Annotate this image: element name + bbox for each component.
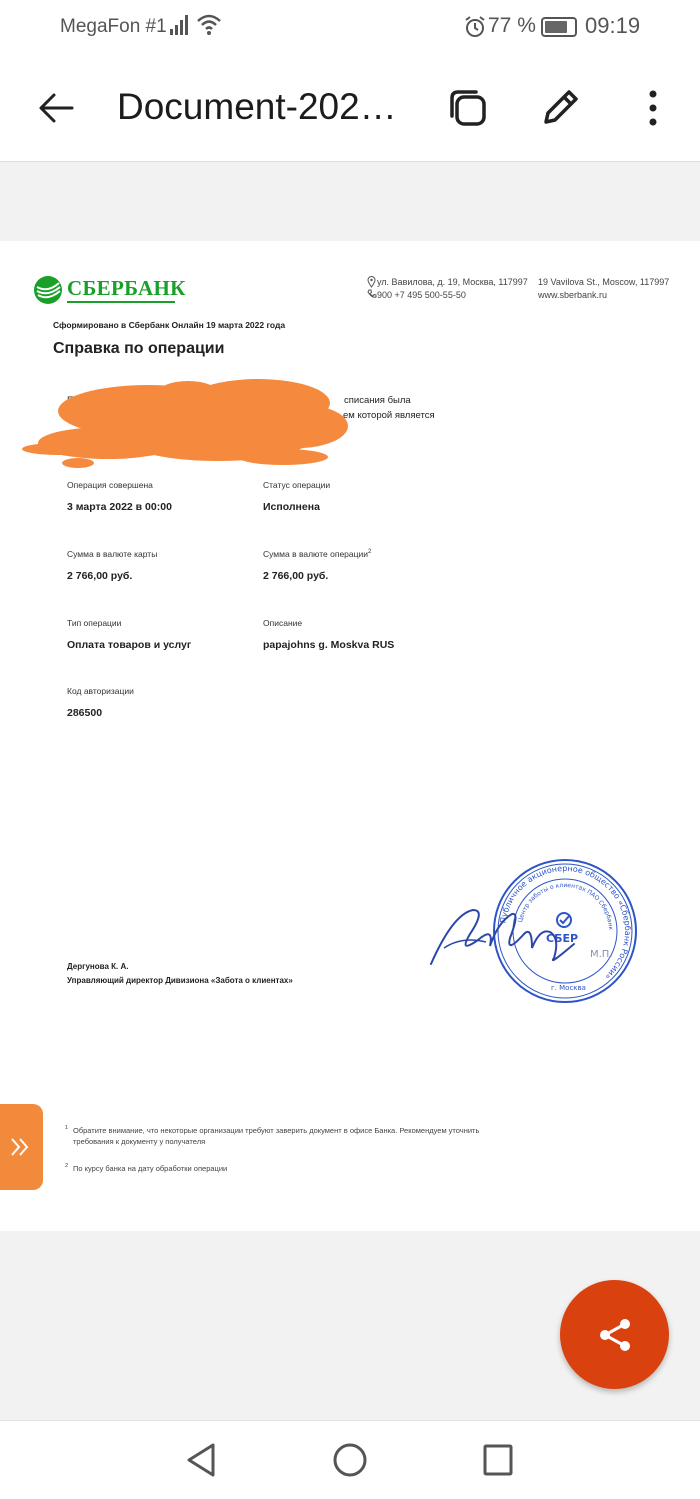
back-arrow-icon[interactable] xyxy=(36,88,76,128)
footnote-1-text: Обратите внимание, что некоторые организации требуют заверить документ в офисе Банка. Рекомендуем уточнить требования к документу у получателя xyxy=(73,1126,480,1146)
nav-recents-icon[interactable] xyxy=(482,1441,514,1479)
double-chevron-right-icon xyxy=(9,1135,33,1159)
wifi-icon xyxy=(196,13,222,37)
svg-text:М.П.: М.П. xyxy=(590,949,613,960)
signer-title: Управляющий директор Дивизиона «Забота о клиентах» xyxy=(67,976,293,985)
op-date-label: Операция совершена xyxy=(67,480,153,490)
stamp-city: г. Москва xyxy=(551,984,586,992)
status-bar xyxy=(0,0,700,56)
intro-text-line1: списания была xyxy=(344,395,411,406)
status-value: Исполнена xyxy=(263,501,320,513)
description-value: papajohns g. Moskva RUS xyxy=(263,639,395,651)
status-label: Статус операции xyxy=(263,480,331,490)
op-amount-label xyxy=(263,549,371,559)
system-nav-bar xyxy=(0,1420,700,1499)
alarm-icon xyxy=(463,15,487,39)
footnote-1 xyxy=(65,1125,493,1147)
op-date-value: 3 марта 2022 в 00:00 xyxy=(67,501,172,513)
website: www.sberbank.ru xyxy=(538,290,608,300)
copy-icon[interactable] xyxy=(446,86,490,130)
more-vert-icon[interactable] xyxy=(640,86,666,130)
stamp-inner-text: Центр заботы о клиентах ПАО Сбербанк xyxy=(516,881,615,931)
stamp-ring-text: Публичное акционерное общество «Сбербанк России» xyxy=(498,863,633,982)
signer-name: Дергунова К. А. xyxy=(67,962,129,971)
stamp-center-text: СБЕР xyxy=(546,932,579,945)
phone-icon xyxy=(367,289,377,299)
document-title: Document-202… xyxy=(117,86,397,127)
clock: 09:19 xyxy=(585,13,641,38)
generated-note: Сформировано в Сбербанк Онлайн 19 марта 2022 года xyxy=(53,320,286,330)
app-bar xyxy=(0,56,700,162)
card-amount-value: 2 766,00 руб. xyxy=(67,570,133,582)
signal-icon xyxy=(168,14,190,36)
op-amount-value: 2 766,00 руб. xyxy=(263,570,329,582)
auth-code-value: 286500 xyxy=(67,707,103,719)
carrier-name: MegaFon #1 xyxy=(60,16,167,37)
address-ru: ул. Вавилова, д. 19, Москва, 117997 xyxy=(377,277,528,287)
auth-code-label: Код авторизации xyxy=(67,686,134,696)
share-icon xyxy=(596,1316,634,1354)
phone-number: 900 +7 495 500-55-50 xyxy=(377,290,466,300)
type-label: Тип операции xyxy=(67,618,122,628)
op-amount-label-text: Сумма в валюте операции xyxy=(263,549,369,559)
card-amount-label: Сумма в валюте карты xyxy=(67,549,158,559)
footnote-1-number: 1 xyxy=(65,1125,69,1131)
logo-text: СБЕРБАНК xyxy=(67,276,186,300)
signature-scribble xyxy=(428,896,578,971)
document-page xyxy=(0,241,700,1231)
battery-level xyxy=(545,21,567,33)
footnote-ref-2: 2 xyxy=(368,549,372,556)
edit-pencil-icon[interactable] xyxy=(538,84,584,130)
footnote-2-text: По курсу банка на дату обработки операции xyxy=(73,1164,228,1173)
nav-back-icon[interactable] xyxy=(184,1441,218,1479)
battery-percent: 77 % xyxy=(488,14,536,37)
description-label: Описание xyxy=(263,618,303,628)
footnote-2 xyxy=(65,1163,493,1174)
address-en: 19 Vavilova St., Moscow, 117997 xyxy=(538,277,670,287)
footnote-2-number: 2 xyxy=(65,1163,69,1169)
location-pin-icon xyxy=(367,276,376,288)
intro-text-line2: ем которой является xyxy=(343,410,435,421)
battery-icon xyxy=(541,17,577,37)
nav-home-icon[interactable] xyxy=(332,1441,368,1479)
share-button[interactable] xyxy=(560,1280,669,1389)
redaction-scribble xyxy=(18,371,358,471)
side-panel-tab[interactable] xyxy=(0,1104,43,1190)
page-title: Справка по операции xyxy=(53,340,225,357)
type-value: Оплата товаров и услуг xyxy=(67,639,192,651)
